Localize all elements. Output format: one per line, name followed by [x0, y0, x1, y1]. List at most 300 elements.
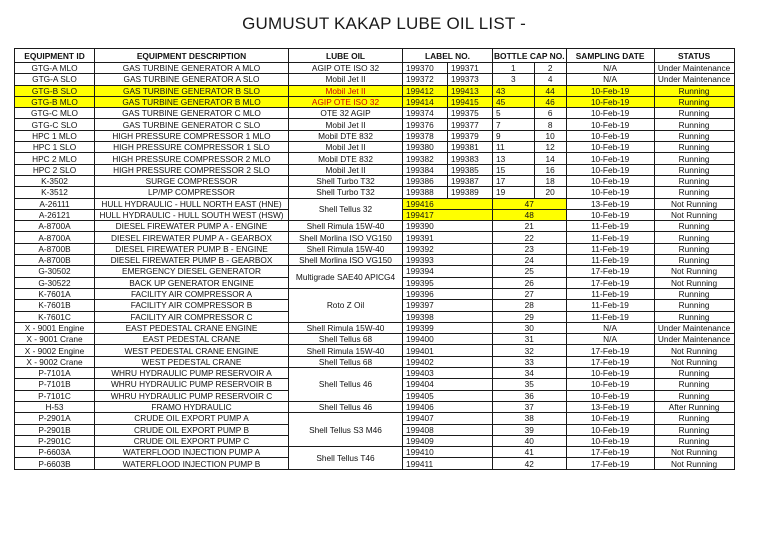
equipment-description: WATERFLOOD INJECTION PUMP A: [95, 447, 289, 458]
table-row: [15, 345, 735, 356]
label-no: 199383: [448, 153, 493, 164]
bottle-cap-no: 46: [534, 96, 566, 107]
lube-oil: Roto Z Oil: [289, 288, 403, 322]
status: Running: [654, 390, 734, 401]
sampling-date: 17-Feb-19: [566, 266, 654, 277]
equipment-description: WATERFLOOD INJECTION PUMP B: [95, 458, 289, 469]
lube-oil: OTE 32 AGIP: [289, 108, 403, 119]
bottle-cap-no: 41: [493, 447, 567, 458]
status: Not Running: [654, 277, 734, 288]
lube-oil: Mobil Jet II: [289, 164, 403, 175]
sampling-date: 10-Feb-19: [566, 164, 654, 175]
bottle-cap-no: 27: [493, 288, 567, 299]
status: Running: [654, 368, 734, 379]
lube-oil: Shell Morlina ISO VG150: [289, 255, 403, 266]
bottle-cap-no: 3: [493, 74, 535, 85]
table-row: [15, 255, 735, 266]
sampling-date: 10-Feb-19: [566, 142, 654, 153]
table-row: [15, 63, 735, 74]
equipment-description: GAS TURBINE GENERATOR B MLO: [95, 96, 289, 107]
status: Not Running: [654, 198, 734, 209]
sampling-date: 11-Feb-19: [566, 243, 654, 254]
bottle-cap-no: 5: [493, 108, 535, 119]
equipment-description: WEST PEDESTAL CRANE: [95, 356, 289, 367]
lube-oil: Mobil Jet II: [289, 74, 403, 85]
sampling-date: 10-Feb-19: [566, 96, 654, 107]
table-row: [15, 322, 735, 333]
equipment-description: GAS TURBINE GENERATOR C MLO: [95, 108, 289, 119]
label-no: 199406: [403, 401, 493, 412]
status: Running: [654, 130, 734, 141]
equipment-id: GTG-A SLO: [15, 74, 95, 85]
sampling-date: 11-Feb-19: [566, 221, 654, 232]
equipment-id: GTG-B SLO: [15, 85, 95, 96]
table-row: [15, 74, 735, 85]
bottle-cap-no: 47: [493, 198, 567, 209]
bottle-cap-no: 9: [493, 130, 535, 141]
table-row: [15, 266, 735, 277]
bottle-cap-no: 4: [534, 74, 566, 85]
bottle-cap-no: 23: [493, 243, 567, 254]
label-no: 199389: [448, 187, 493, 198]
status: Running: [654, 255, 734, 266]
sampling-date: 10-Feb-19: [566, 435, 654, 446]
equipment-id: HPC 2 SLO: [15, 164, 95, 175]
sampling-date: 17-Feb-19: [566, 277, 654, 288]
sampling-date: 10-Feb-19: [566, 108, 654, 119]
label-no: 199381: [448, 142, 493, 153]
label-no: 199388: [403, 187, 448, 198]
sampling-date: N/A: [566, 74, 654, 85]
label-no: 199414: [403, 96, 448, 107]
equipment-id: P-2901B: [15, 424, 95, 435]
bottle-cap-no: 30: [493, 322, 567, 333]
table-row: [15, 368, 735, 379]
equipment-description: BACK UP GENERATOR ENGINE: [95, 277, 289, 288]
bottle-cap-no: 39: [493, 424, 567, 435]
table-row: [15, 153, 735, 164]
bottle-cap-no: 34: [493, 368, 567, 379]
bottle-cap-no: 26: [493, 277, 567, 288]
bottle-cap-no: 7: [493, 119, 535, 130]
status: Not Running: [654, 356, 734, 367]
equipment-description: GAS TURBINE GENERATOR B SLO: [95, 85, 289, 96]
bottle-cap-no: 11: [493, 142, 535, 153]
label-no: 199379: [448, 130, 493, 141]
label-no: 199405: [403, 390, 493, 401]
table-row-highlighted: [15, 96, 735, 107]
sampling-date: 17-Feb-19: [566, 458, 654, 469]
bottle-cap-no: 42: [493, 458, 567, 469]
bottle-cap-no: 13: [493, 153, 535, 164]
header-equipment-id: EQUIPMENT ID: [15, 49, 95, 63]
bottle-cap-no: 35: [493, 379, 567, 390]
label-no: 199393: [403, 255, 493, 266]
bottle-cap-no: 32: [493, 345, 567, 356]
lube-oil: Shell Tellus 46: [289, 401, 403, 412]
equipment-description: CRUDE OIL EXPORT PUMP A: [95, 413, 289, 424]
equipment-description: LP/MP COMPRESSOR: [95, 187, 289, 198]
equipment-id: X - 9002 Crane: [15, 356, 95, 367]
equipment-id: A-8700A: [15, 232, 95, 243]
bottle-cap-no: 1: [493, 63, 535, 74]
equipment-description: FACILITY AIR COMPRESSOR B: [95, 300, 289, 311]
sampling-date: 10-Feb-19: [566, 413, 654, 424]
label-no: 199390: [403, 221, 493, 232]
equipment-description: HIGH PRESSURE COMPRESSOR 1 MLO: [95, 130, 289, 141]
table-row: [15, 119, 735, 130]
table-row: [15, 108, 735, 119]
status: Not Running: [654, 266, 734, 277]
label-no: 199392: [403, 243, 493, 254]
label-no: 199415: [448, 96, 493, 107]
lube-oil: AGIP OTE ISO 32: [289, 63, 403, 74]
label-no: 199408: [403, 424, 493, 435]
bottle-cap-no: 20: [534, 187, 566, 198]
label-no: 199370: [403, 63, 448, 74]
bottle-cap-no: 14: [534, 153, 566, 164]
table-row: [15, 243, 735, 254]
lube-oil: Mobil DTE 832: [289, 130, 403, 141]
table-row: [15, 175, 735, 186]
header-row: [15, 49, 735, 63]
equipment-id: HPC 1 SLO: [15, 142, 95, 153]
equipment-description: GAS TURBINE GENERATOR A MLO: [95, 63, 289, 74]
sampling-date: 13-Feb-19: [566, 401, 654, 412]
sampling-date: 10-Feb-19: [566, 368, 654, 379]
sampling-date: 10-Feb-19: [566, 130, 654, 141]
equipment-description: FACILITY AIR COMPRESSOR C: [95, 311, 289, 322]
equipment-id: P-7101C: [15, 390, 95, 401]
label-no: 199394: [403, 266, 493, 277]
equipment-description: HULL HYDRAULIC - HULL SOUTH WEST (HSW): [95, 209, 289, 220]
equipment-description: CRUDE OIL EXPORT PUMP B: [95, 424, 289, 435]
label-no: 199402: [403, 356, 493, 367]
equipment-id: K-7601B: [15, 300, 95, 311]
equipment-id: K-7601C: [15, 311, 95, 322]
lube-oil: Shell Tellus 68: [289, 356, 403, 367]
equipment-description: FRAMO HYDRAULIC: [95, 401, 289, 412]
lube-oil: Shell Tellus 32: [289, 198, 403, 221]
label-no: 199375: [448, 108, 493, 119]
equipment-description: SURGE COMPRESSOR: [95, 175, 289, 186]
status: Running: [654, 221, 734, 232]
table-row: [15, 164, 735, 175]
header-equipment-description: EQUIPMENT DESCRIPTION: [95, 49, 289, 63]
header-status: STATUS: [654, 49, 734, 63]
label-no: 199409: [403, 435, 493, 446]
bottle-cap-no: 36: [493, 390, 567, 401]
label-no: 199412: [403, 85, 448, 96]
bottle-cap-no: 12: [534, 142, 566, 153]
sampling-date: N/A: [566, 63, 654, 74]
equipment-id: P-7101B: [15, 379, 95, 390]
label-no: 199384: [403, 164, 448, 175]
equipment-id: GTG-C MLO: [15, 108, 95, 119]
lube-oil: Mobil DTE 832: [289, 153, 403, 164]
label-no: 199397: [403, 300, 493, 311]
sampling-date: N/A: [566, 322, 654, 333]
equipment-id: P-6603B: [15, 458, 95, 469]
label-no: 199410: [403, 447, 493, 458]
equipment-description: HIGH PRESSURE COMPRESSOR 1 SLO: [95, 142, 289, 153]
equipment-id: HPC 1 MLO: [15, 130, 95, 141]
status: Running: [654, 413, 734, 424]
bottle-cap-no: 38: [493, 413, 567, 424]
label-no: 199385: [448, 164, 493, 175]
label-no: 199371: [448, 63, 493, 74]
sampling-date: 11-Feb-19: [566, 232, 654, 243]
header-label-no: LABEL NO.: [403, 49, 493, 63]
table-row: [15, 401, 735, 412]
status: Under Maintenance: [654, 63, 734, 74]
sampling-date: 10-Feb-19: [566, 153, 654, 164]
table-row: [15, 198, 735, 209]
equipment-description: WHRU HYDRAULIC PUMP RESERVOIR B: [95, 379, 289, 390]
equipment-id: K-3502: [15, 175, 95, 186]
bottle-cap-no: 48: [493, 209, 567, 220]
bottle-cap-no: 25: [493, 266, 567, 277]
lube-oil: Shell Turbo T32: [289, 175, 403, 186]
table-row: [15, 413, 735, 424]
label-no: 199377: [448, 119, 493, 130]
equipment-id: A-26111: [15, 198, 95, 209]
table-row: [15, 232, 735, 243]
equipment-id: GTG-A MLO: [15, 63, 95, 74]
equipment-id: G-30522: [15, 277, 95, 288]
bottle-cap-no: 17: [493, 175, 535, 186]
bottle-cap-no: 31: [493, 334, 567, 345]
lube-oil: Shell Tellus 68: [289, 334, 403, 345]
status: Under Maintenance: [654, 334, 734, 345]
equipment-description: DIESEL FIREWATER PUMP A - ENGINE: [95, 221, 289, 232]
label-no: 199400: [403, 334, 493, 345]
equipment-id: H-53: [15, 401, 95, 412]
equipment-description: WEST PEDESTAL CRANE ENGINE: [95, 345, 289, 356]
status: Running: [654, 142, 734, 153]
sampling-date: 17-Feb-19: [566, 345, 654, 356]
sampling-date: N/A: [566, 334, 654, 345]
status: Under Maintenance: [654, 74, 734, 85]
equipment-id: HPC 2 MLO: [15, 153, 95, 164]
label-no: 199374: [403, 108, 448, 119]
status: Running: [654, 311, 734, 322]
lube-oil: Shell Turbo T32: [289, 187, 403, 198]
table-row: [15, 447, 735, 458]
table-row: [15, 142, 735, 153]
bottle-cap-no: 16: [534, 164, 566, 175]
bottle-cap-no: 15: [493, 164, 535, 175]
equipment-id: A-8700B: [15, 255, 95, 266]
equipment-description: EMERGENCY DIESEL GENERATOR: [95, 266, 289, 277]
equipment-description: HIGH PRESSURE COMPRESSOR 2 SLO: [95, 164, 289, 175]
status: Not Running: [654, 458, 734, 469]
equipment-id: GTG-B MLO: [15, 96, 95, 107]
label-no: 199398: [403, 311, 493, 322]
sampling-date: 10-Feb-19: [566, 424, 654, 435]
equipment-id: P-2901C: [15, 435, 95, 446]
equipment-id: G-30502: [15, 266, 95, 277]
sampling-date: 10-Feb-19: [566, 85, 654, 96]
bottle-cap-no: 44: [534, 85, 566, 96]
equipment-description: WHRU HYDRAULIC PUMP RESERVOIR C: [95, 390, 289, 401]
lube-oil: Shell Rimula 15W-40: [289, 221, 403, 232]
sampling-date: 10-Feb-19: [566, 390, 654, 401]
lube-oil: Shell Tellus T46: [289, 447, 403, 470]
bottle-cap-no: 2: [534, 63, 566, 74]
label-no: 199413: [448, 85, 493, 96]
table-row: [15, 187, 735, 198]
sampling-date: 11-Feb-19: [566, 288, 654, 299]
lube-oil: Shell Rimula 15W-40: [289, 243, 403, 254]
equipment-description: GAS TURBINE GENERATOR A SLO: [95, 74, 289, 85]
label-no: 199407: [403, 413, 493, 424]
equipment-id: A-26121: [15, 209, 95, 220]
label-no: 199403: [403, 368, 493, 379]
status: Running: [654, 243, 734, 254]
table-row: [15, 221, 735, 232]
equipment-description: EAST PEDESTAL CRANE: [95, 334, 289, 345]
equipment-description: FACILITY AIR COMPRESSOR A: [95, 288, 289, 299]
equipment-id: P-2901A: [15, 413, 95, 424]
status: Running: [654, 108, 734, 119]
status: Running: [654, 300, 734, 311]
bottle-cap-no: 22: [493, 232, 567, 243]
status: Running: [654, 187, 734, 198]
label-no: 199386: [403, 175, 448, 186]
status: Running: [654, 288, 734, 299]
equipment-id: X - 9001 Crane: [15, 334, 95, 345]
table-row: [15, 334, 735, 345]
equipment-id: X - 9001 Engine: [15, 322, 95, 333]
status: Not Running: [654, 209, 734, 220]
equipment-description: DIESEL FIREWATER PUMP A - GEARBOX: [95, 232, 289, 243]
status: Running: [654, 96, 734, 107]
header-lube-oil: LUBE OIL: [289, 49, 403, 63]
status: Not Running: [654, 447, 734, 458]
equipment-description: DIESEL FIREWATER PUMP B - ENGINE: [95, 243, 289, 254]
label-no: 199395: [403, 277, 493, 288]
lube-oil: Shell Tellus S3 M46: [289, 413, 403, 447]
sampling-date: 17-Feb-19: [566, 356, 654, 367]
status: Running: [654, 379, 734, 390]
label-no: 199411: [403, 458, 493, 469]
label-no: 199396: [403, 288, 493, 299]
equipment-description: HIGH PRESSURE COMPRESSOR 2 MLO: [95, 153, 289, 164]
label-no: 199399: [403, 322, 493, 333]
bottle-cap-no: 29: [493, 311, 567, 322]
bottle-cap-no: 21: [493, 221, 567, 232]
page-title: GUMUSUT KAKAP LUBE OIL LIST -: [242, 14, 526, 33]
label-no: 199372: [403, 74, 448, 85]
status: Running: [654, 85, 734, 96]
status: Running: [654, 424, 734, 435]
label-no: 199387: [448, 175, 493, 186]
status: After Running: [654, 401, 734, 412]
status: Running: [654, 232, 734, 243]
sampling-date: 10-Feb-19: [566, 209, 654, 220]
label-no: 199376: [403, 119, 448, 130]
label-no: 199378: [403, 130, 448, 141]
table-row: [15, 356, 735, 367]
bottle-cap-no: 28: [493, 300, 567, 311]
equipment-id: P-6603A: [15, 447, 95, 458]
status: Running: [654, 435, 734, 446]
lube-oil: Shell Tellus 46: [289, 368, 403, 402]
bottle-cap-no: 43: [493, 85, 535, 96]
label-no: 199373: [448, 74, 493, 85]
equipment-description: HULL HYDRAULIC - HULL NORTH EAST (HNE): [95, 198, 289, 209]
sampling-date: 10-Feb-19: [566, 379, 654, 390]
lube-oil: Shell Rimula 15W-40: [289, 322, 403, 333]
equipment-description: WHRU HYDRAULIC PUMP RESERVOIR A: [95, 368, 289, 379]
bottle-cap-no: 10: [534, 130, 566, 141]
label-no: 199401: [403, 345, 493, 356]
bottle-cap-no: 33: [493, 356, 567, 367]
bottle-cap-no: 19: [493, 187, 535, 198]
label-no: 199416: [403, 198, 493, 209]
label-no: 199391: [403, 232, 493, 243]
bottle-cap-no: 6: [534, 108, 566, 119]
bottle-cap-no: 24: [493, 255, 567, 266]
equipment-description: EAST PEDESTAL CRANE ENGINE: [95, 322, 289, 333]
status: Running: [654, 175, 734, 186]
lube-oil: Shell Morlina ISO VG150: [289, 232, 403, 243]
lube-oil-table: [14, 48, 735, 470]
equipment-description: GAS TURBINE GENERATOR C SLO: [95, 119, 289, 130]
status: Running: [654, 164, 734, 175]
status: Running: [654, 153, 734, 164]
table-row: [15, 130, 735, 141]
status: Not Running: [654, 345, 734, 356]
bottle-cap-no: 37: [493, 401, 567, 412]
sampling-date: 11-Feb-19: [566, 255, 654, 266]
label-no: 199380: [403, 142, 448, 153]
equipment-id: X - 9002 Engine: [15, 345, 95, 356]
sampling-date: 13-Feb-19: [566, 198, 654, 209]
sampling-date: 10-Feb-19: [566, 175, 654, 186]
header-bottle-cap-no: BOTTLE CAP NO.: [494, 50, 565, 61]
equipment-description: CRUDE OIL EXPORT PUMP C: [95, 435, 289, 446]
lube-oil: Mobil Jet II: [289, 85, 403, 96]
bottle-cap-no: 45: [493, 96, 535, 107]
lube-oil: Shell Rimula 15W-40: [289, 345, 403, 356]
sampling-date: 11-Feb-19: [566, 300, 654, 311]
label-no: 199382: [403, 153, 448, 164]
sampling-date: 17-Feb-19: [566, 447, 654, 458]
equipment-id: A-8700A: [15, 221, 95, 232]
lube-oil: Mobil Jet II: [289, 142, 403, 153]
equipment-id: P-7101A: [15, 368, 95, 379]
equipment-id: K-7601A: [15, 288, 95, 299]
lube-oil: Multigrade SAE40 APICG4: [289, 266, 403, 289]
equipment-id: GTG-C SLO: [15, 119, 95, 130]
equipment-id: K-3512: [15, 187, 95, 198]
bottle-cap-no: 40: [493, 435, 567, 446]
sampling-date: 10-Feb-19: [566, 119, 654, 130]
sampling-date: 10-Feb-19: [566, 187, 654, 198]
status: Running: [654, 119, 734, 130]
label-no: 199404: [403, 379, 493, 390]
header-sampling-date: SAMPLING DATE: [566, 49, 654, 63]
label-no: 199417: [403, 209, 493, 220]
lube-oil: Mobil Jet II: [289, 119, 403, 130]
table-row-highlighted: [15, 85, 735, 96]
bottle-cap-no: 8: [534, 119, 566, 130]
sampling-date: 11-Feb-19: [566, 311, 654, 322]
bottle-cap-no: 18: [534, 175, 566, 186]
lube-oil: AGIP OTE ISO 32: [289, 96, 403, 107]
